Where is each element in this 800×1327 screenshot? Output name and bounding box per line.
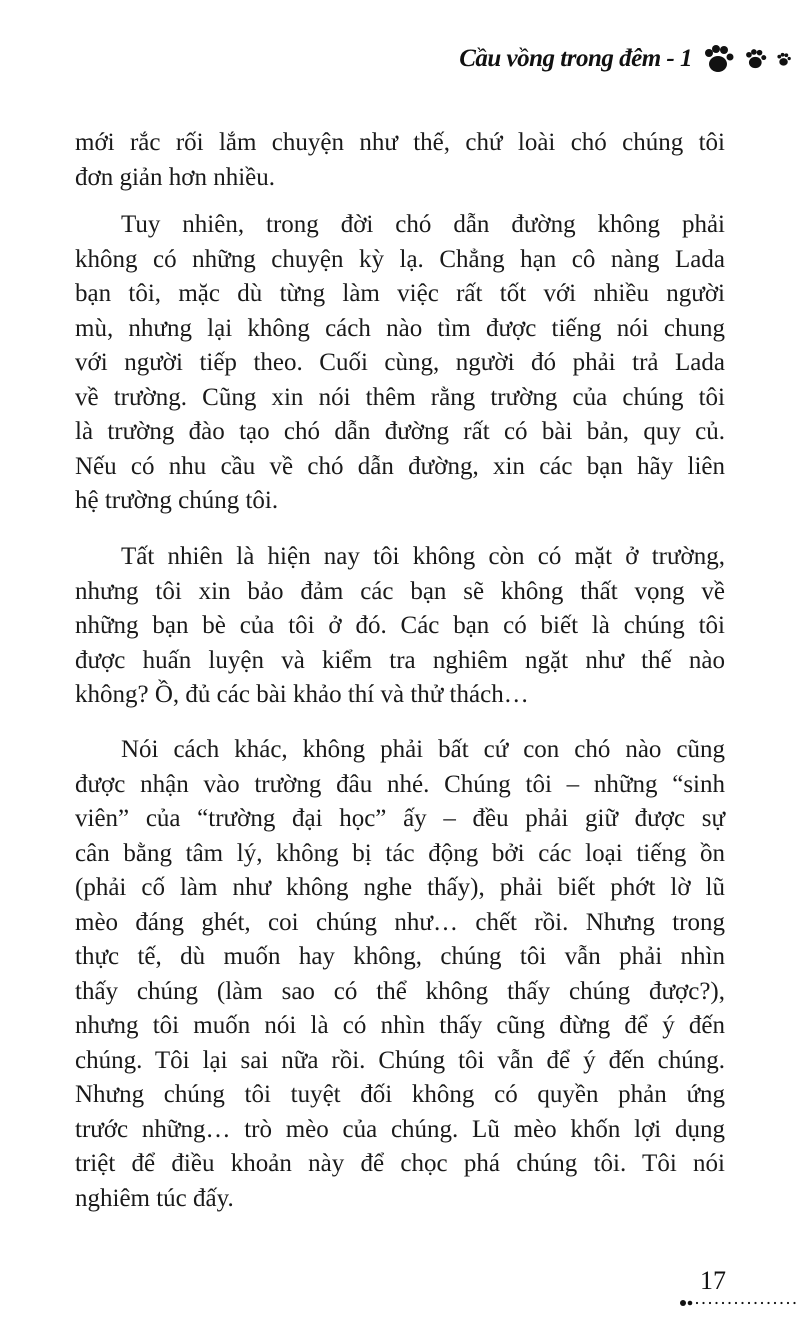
dot <box>722 1302 724 1304</box>
text-line: bạn tôi, mặc dù từng làm việc rất tốt với nhiều người <box>75 280 725 307</box>
text-line: Tất nhiên là hiện nay tôi không còn có mặt ở trường, <box>121 543 725 570</box>
running-header <box>459 44 792 74</box>
paragraph <box>75 126 725 195</box>
text-line: viên” của “trường đại học” ấy – đều phải giữ được sự <box>75 805 725 832</box>
dot <box>761 1302 763 1304</box>
dot <box>696 1302 698 1304</box>
text-line: những bạn bè của tôi ở đó. Các bạn có biết là chúng tôi <box>75 612 725 639</box>
dot <box>793 1302 795 1304</box>
dot <box>709 1302 711 1304</box>
dot <box>728 1302 730 1304</box>
text-line: về trường. Cũng xin nói thêm rằng trường của chúng tôi <box>75 383 725 411</box>
text-line: nghiêm túc đấy. <box>75 1184 234 1212</box>
text-line: Nhưng chúng tôi tuyệt đối không có quyền phản ứng <box>75 1081 725 1108</box>
text-line: (phải cố làm như không nghe thấy), phải biết phớt lờ lũ <box>75 874 725 901</box>
paragraph <box>75 540 725 713</box>
text-line: nhưng tôi xin bảo đảm các bạn sẽ không thất vọng về <box>75 577 725 605</box>
page-number: 17 <box>700 1266 726 1295</box>
dot <box>748 1302 750 1304</box>
paw-print-icon <box>702 44 792 74</box>
text-line: cân bằng tâm lý, không bị tác động bởi các loại tiếng ồn <box>75 839 725 867</box>
dot <box>735 1302 737 1304</box>
text-line: không? Ồ, đủ các bài khảo thí và thử thách… <box>75 681 529 708</box>
dot <box>780 1302 782 1304</box>
text-line: mèo đáng ghét, coi chúng như… chết rồi. Nhưng trong <box>75 908 725 936</box>
text-line: nhưng tôi muốn nói là có nhìn thấy cũng đừng để ý đến <box>75 1012 725 1039</box>
text-line: Nếu có nhu cầu về chó dẫn đường, xin các bạn hãy liên <box>75 452 725 480</box>
text-line: không có những chuyện kỳ lạ. Chẳng hạn cô nàng Lada <box>75 245 725 273</box>
dotted-rule <box>680 1300 800 1306</box>
text-line: hệ trường chúng tôi. <box>75 487 279 514</box>
text-line: thấy chúng (làm sao có thể không thấy chúng được?), <box>75 977 725 1005</box>
text-line: chúng. Tôi lại sai nữa rồi. Chúng tôi vẫn để ý đến chúng. <box>75 1046 725 1074</box>
dot <box>741 1302 743 1304</box>
text-line: với người tiếp theo. Cuối cùng, người đó phải trả Lada <box>75 349 725 376</box>
text-line: mù, nhưng lại không cách nào tìm được tiếng nói chung <box>75 314 725 342</box>
text-line: mới rắc rối lắm chuyện như thế, chứ loài chó chúng tôi <box>75 129 725 156</box>
text-line: được nhận vào trường đâu nhé. Chúng tôi – những “sinh <box>75 770 725 798</box>
dot <box>767 1302 769 1304</box>
dot <box>715 1302 717 1304</box>
dot <box>754 1302 756 1304</box>
text-line: là trường đào tạo chó dẫn đường rất có bài bản, quy củ. <box>75 418 725 445</box>
text-line: được huấn luyện và kiểm tra nghiêm ngặt như thế nào <box>75 646 725 674</box>
text-line: đơn giản hơn nhiều. <box>75 163 276 191</box>
dot <box>787 1302 789 1304</box>
text-line: Tuy nhiên, trong đời chó dẫn đường không phải <box>121 211 725 238</box>
paragraph <box>75 733 725 1216</box>
book-title: Cầu vồng trong đêm - 1 <box>459 45 692 72</box>
dot <box>774 1302 776 1304</box>
dot <box>702 1302 704 1304</box>
text-line: trước những… trò mèo của chúng. Lũ mèo khốn lợi dụng <box>75 1115 725 1143</box>
paragraph <box>75 208 725 519</box>
text-line: thực tế, dù muốn hay không, chúng tôi vẫn phải nhìn <box>75 943 725 970</box>
text-line: Nói cách khác, không phải bất cứ con chó nào cũng <box>121 736 725 763</box>
text-line: triệt để điều khoản này để chọc phá chúng tôi. Tôi nói <box>75 1150 725 1177</box>
